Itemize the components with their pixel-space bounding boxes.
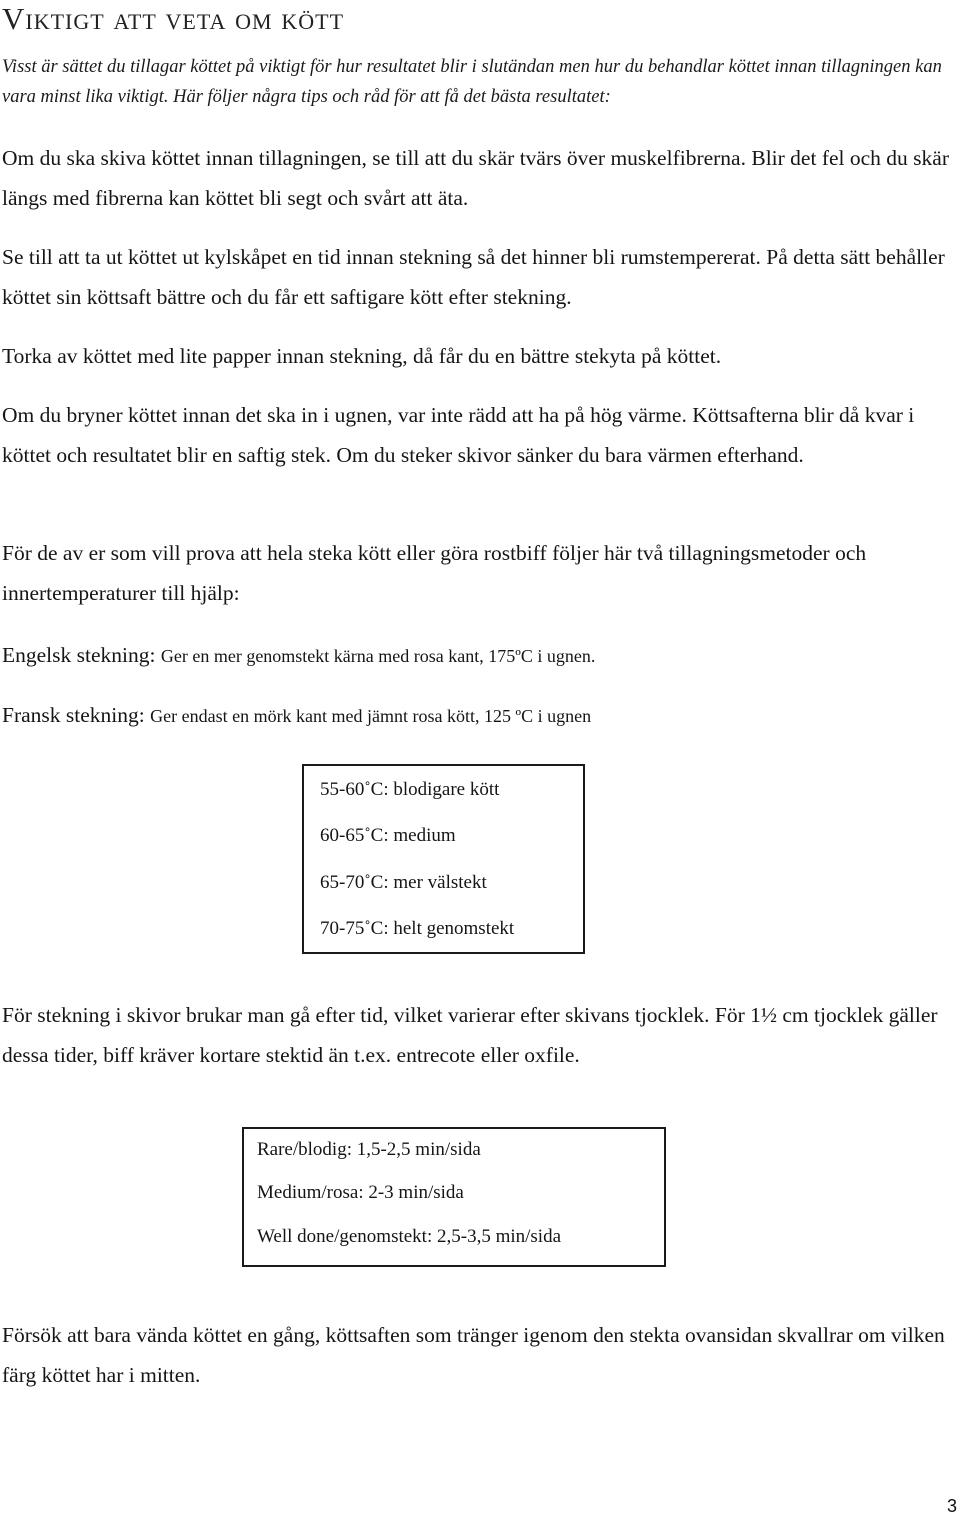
intro-paragraph: Visst är sättet du tillagar köttet på viktigt för hur resultatet blir i slutändan men hur du behandlar köttet innan tillagningen kan vara minst lika viktigt. Här följer några tips och råd för att få det bästa resultatet: bbox=[2, 57, 942, 107]
page-number: 3 bbox=[946, 1496, 957, 1516]
temperature-line: 60-65˚C: medium bbox=[320, 825, 456, 846]
french-method-text: Ger endast en mörk kant med jämnt rosa kött, 125 ºC i ugnen bbox=[150, 706, 592, 726]
methods-intro-paragraph: För de av er som vill prova att hela steka kött eller göra rostbiff följer här två tillagningsmetoder och innertemperaturer till hjälp: bbox=[2, 541, 867, 605]
slices-timing-paragraph: För stekning i skivor brukar man gå efter tid, vilket varierar efter skivans tjocklek. För 1½ cm tjocklek gäller dessa tider, biff kräver kortare stektid än t.ex. entrecote eller oxfile. bbox=[2, 1003, 938, 1067]
turn-once-paragraph: Försök att bara vända köttet en gång, köttsaften som tränger igenom den stekta ovansidan skvallrar om vilken färg köttet har i mitten. bbox=[2, 1323, 945, 1387]
temperature-line: 55-60˚C: blodigare kött bbox=[320, 779, 500, 800]
temperature-line: 70-75˚C: helt genomstekt bbox=[320, 918, 515, 939]
english-method-text: Ger en mer genomstekt kärna med rosa kant, 175ºC i ugnen. bbox=[160, 646, 596, 666]
tip-browning-paragraph: Om du bryner köttet innan det ska in i ugnen, var inte rädd att ha på hög värme. Köttsafterna blir då kvar i köttet och resultatet blir en saftig stek. Om du steker skivor sänker du bara värmen efterhand. bbox=[2, 403, 915, 467]
cooking-time-box bbox=[242, 1127, 666, 1267]
tip-room-temperature-paragraph: Se till att ta ut köttet ut kylskåpet en tid innan stekning så det hinner bli rumstempererat. På detta sätt behåller köttet sin köttsaft bättre och du får ett saftigare kött efter stekning. bbox=[2, 245, 945, 309]
cooking-time-line: Rare/blodig: 1,5-2,5 min/sida bbox=[257, 1139, 481, 1160]
tip-pat-dry-paragraph: Torka av köttet med lite papper innan stekning, då får du en bättre stekyta på köttet. bbox=[2, 344, 722, 368]
english-method-label: Engelsk stekning: bbox=[2, 643, 156, 667]
cooking-time-line: Well done/genomstekt: 2,5-3,5 min/sida bbox=[257, 1226, 562, 1247]
english-method-paragraph bbox=[2, 635, 960, 676]
tip-slicing-paragraph: Om du ska skiva köttet innan tillagningen, se till att du skär tvärs över muskelfibrerna. Blir det fel och du skär längs med fibrerna kan köttet bli segt och svårt att äta. bbox=[2, 146, 949, 210]
french-method-paragraph bbox=[2, 695, 960, 736]
page-title: Viktigt att veta om kött bbox=[2, 1, 345, 36]
temperature-line: 65-70˚C: mer välstekt bbox=[320, 872, 487, 893]
french-method-label: Fransk stekning: bbox=[2, 703, 145, 727]
temperature-box bbox=[302, 764, 585, 954]
cooking-time-line: Medium/rosa: 2-3 min/sida bbox=[257, 1182, 464, 1203]
